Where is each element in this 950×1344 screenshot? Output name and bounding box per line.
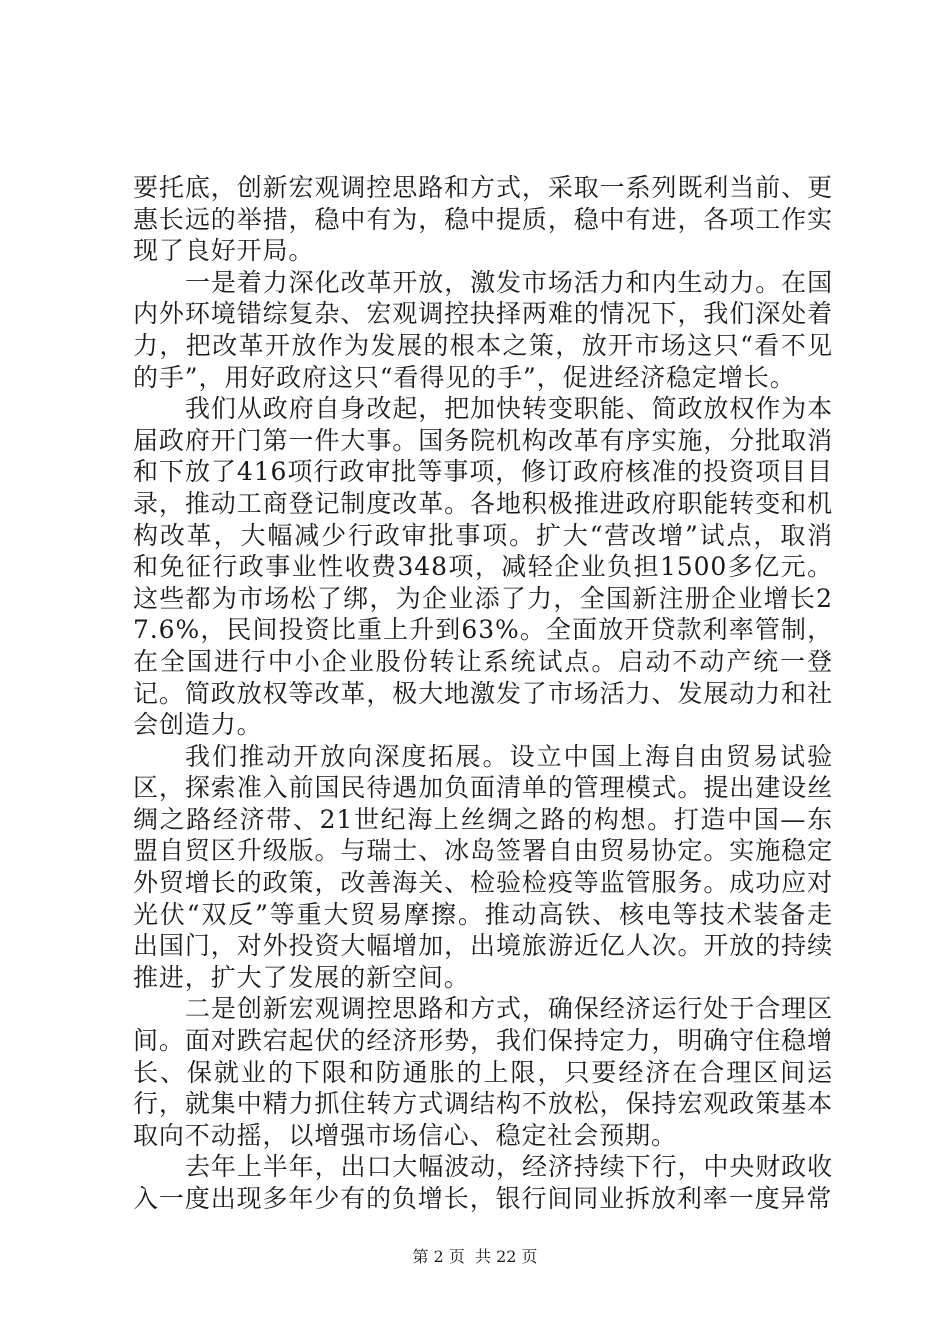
page-footer bbox=[0, 1244, 950, 1267]
page-number-label: 第 2 页 共 22 页 bbox=[412, 1247, 538, 1266]
paragraph-1: 要托底，创新宏观调控思路和方式，采取一系列既利当前、更惠长远的举措，稳中有为，稳中提质，稳中有进，各项工作实现了良好开局。 bbox=[133, 173, 833, 266]
paragraph-6: 去年上半年，出口大幅波动，经济持续下行，中央财政收入一度出现多年少有的负增长，银行间同业拆放利率一度异常 bbox=[133, 1152, 833, 1213]
document-body bbox=[133, 172, 833, 1215]
paragraph-5: 二是创新宏观调控思路和方式，确保经济运行处于合理区间。面对跌宕起伏的经济形势，我们保持定力，明确守住稳增长、保就业的下限和防通胀的上限，只要经济在合理区间运行，就集中精力抓住转方式调结构不放松，保持宏观政策基本取向不动摇，以增强市场信心、稳定社会预期。 bbox=[133, 994, 833, 1150]
paragraph-2: 一是着力深化改革开放，激发市场活力和内生动力。在国内外环境错综复杂、宏观调控抉择两难的情况下，我们深处着力，把改革开放作为发展的根本之策，放开市场这只“看不见的手”，用好政府这只“看得见的手”，促进经济稳定增长。 bbox=[133, 267, 833, 392]
paragraph-4: 我们推动开放向深度拓展。设立中国上海自由贸易试验区，探索准入前国民待遇加负面清单的管理模式。提出建设丝绸之路经济带、21世纪海上丝绸之路的构想。打造中国—东盟自贸区升级版。与瑞士、冰岛签署自由贸易协定。实施稳定外贸增长的政策，改善海关、检验检疫等监管服务。成功应对光伏“双反”等重大贸易摩擦。推动高铁、核电等技术装备走出国门，对外投资大幅增加，出境旅游近亿人次。开放的持续推进，扩大了发展的新空间。 bbox=[133, 741, 833, 992]
paragraph-3: 我们从政府自身改起，把加快转变职能、简政放权作为本届政府开门第一件大事。国务院机构改革有序实施，分批取消和下放了416项行政审批等事项，修订政府核准的投资项目目录，推动工商登记制度改革。各地积极推进政府职能转变和机构改革，大幅减少行政审批事项。扩大“营改增”试点，取消和免征行政事业性收费348项，减轻企业负担1500多亿元。这些都为市场松了绑，为企业添了力，全国新注册企业增长27.6%，民间投资比重上升到63%。全面放开贷款利率管制，在全国进行中小企业股份转让系统试点。启动不动产统一登记。简政放权等改革，极大地激发了市场活力、发展动力和社会创造力。 bbox=[133, 394, 833, 740]
